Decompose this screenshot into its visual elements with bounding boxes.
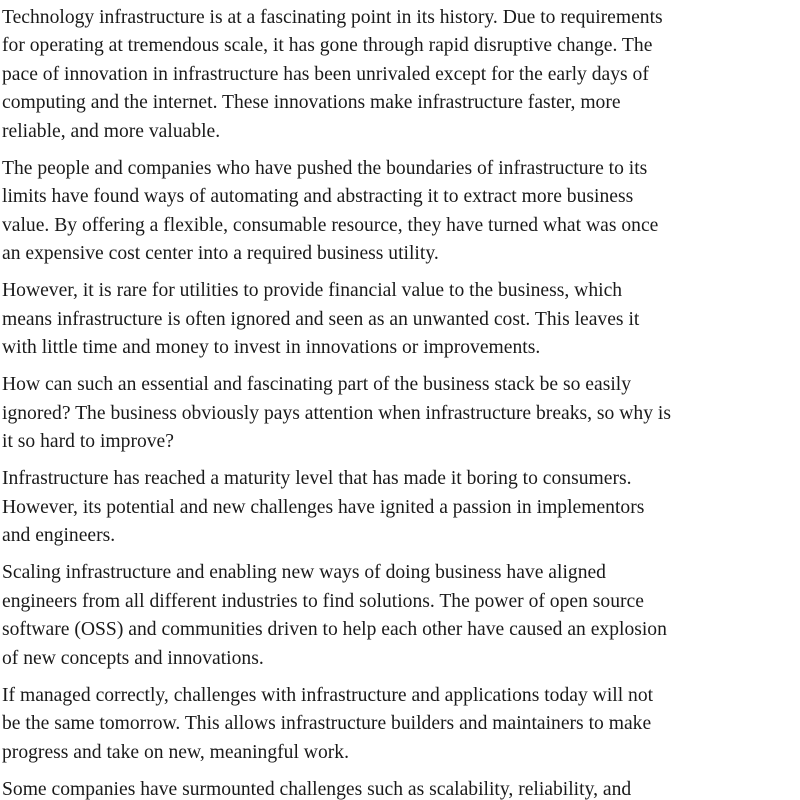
text-line: Technology infrastructure is at a fascinating point in its history. Due to requirements xyxy=(2,7,663,28)
text-line: Infrastructure has reached a maturity level that has made it boring to consumers. xyxy=(2,468,632,490)
text-line: means infrastructure is often ignored and seen as an unwanted cost. This leaves it xyxy=(2,308,640,330)
text-line: software (OSS) and communities driven to help each other have caused an explosion xyxy=(2,619,667,641)
text-line: for operating at tremendous scale, it has gone through rapid disruptive change. The xyxy=(2,35,653,57)
text-line: progress and take on new, meaningful work. xyxy=(2,741,349,763)
text-line: Some companies have surmounted challenges such as scalability, reliability, and xyxy=(2,778,632,800)
text-line: and engineers. xyxy=(2,525,116,547)
text-line: pace of innovation in infrastructure has been unrivaled except for the early days of xyxy=(2,63,649,85)
text-line: The people and companies who have pushed the boundaries of infrastructure to its xyxy=(2,157,648,179)
text-line: of new concepts and innovations. xyxy=(2,647,264,669)
text-line: ignored? The business obviously pays attention when infrastructure breaks, so why is xyxy=(2,402,671,424)
text-line: However, it is rare for utilities to provide financial value to the business, which xyxy=(2,280,623,302)
text-line: Scaling infrastructure and enabling new ways of doing business have aligned xyxy=(2,562,606,584)
paragraph-essential-part-ignored xyxy=(2,371,798,456)
paragraph-people-and-companies xyxy=(2,155,798,269)
text-line: If managed correctly, challenges with infrastructure and applications today will not xyxy=(2,684,654,706)
text-line: it so hard to improve? xyxy=(2,431,174,453)
text-line: value. By offering a flexible, consumable resource, they have turned what was once xyxy=(2,214,659,236)
text-line: How can such an essential and fascinating part of the business stack be so easily xyxy=(2,374,631,396)
paragraph-managed-correctly xyxy=(2,682,798,767)
paragraph-utilities-financial-value xyxy=(2,277,798,362)
text-line: limits have found ways of automating and abstracting it to extract more business xyxy=(2,186,634,208)
paragraph-maturity-level xyxy=(2,465,798,550)
text-line: reliable, and more valuable. xyxy=(2,120,221,142)
text-line: with little time and money to invest in innovations or improvements. xyxy=(2,337,541,359)
text-line: However, its potential and new challenges have ignited a passion in implementors xyxy=(2,496,645,518)
paragraph-technology-infrastructure xyxy=(2,4,798,146)
text-line: be the same tomorrow. This allows infrastructure builders and maintainers to make xyxy=(2,713,652,735)
text-line: an expensive cost center into a required business utility. xyxy=(2,243,439,265)
text-line: engineers from all different industries to find solutions. The power of open source xyxy=(2,590,644,612)
paragraph-some-companies xyxy=(2,776,798,800)
paragraph-scaling-infrastructure xyxy=(2,559,798,673)
text-line: computing and the internet. These innovations make infrastructure faster, more xyxy=(2,92,621,114)
